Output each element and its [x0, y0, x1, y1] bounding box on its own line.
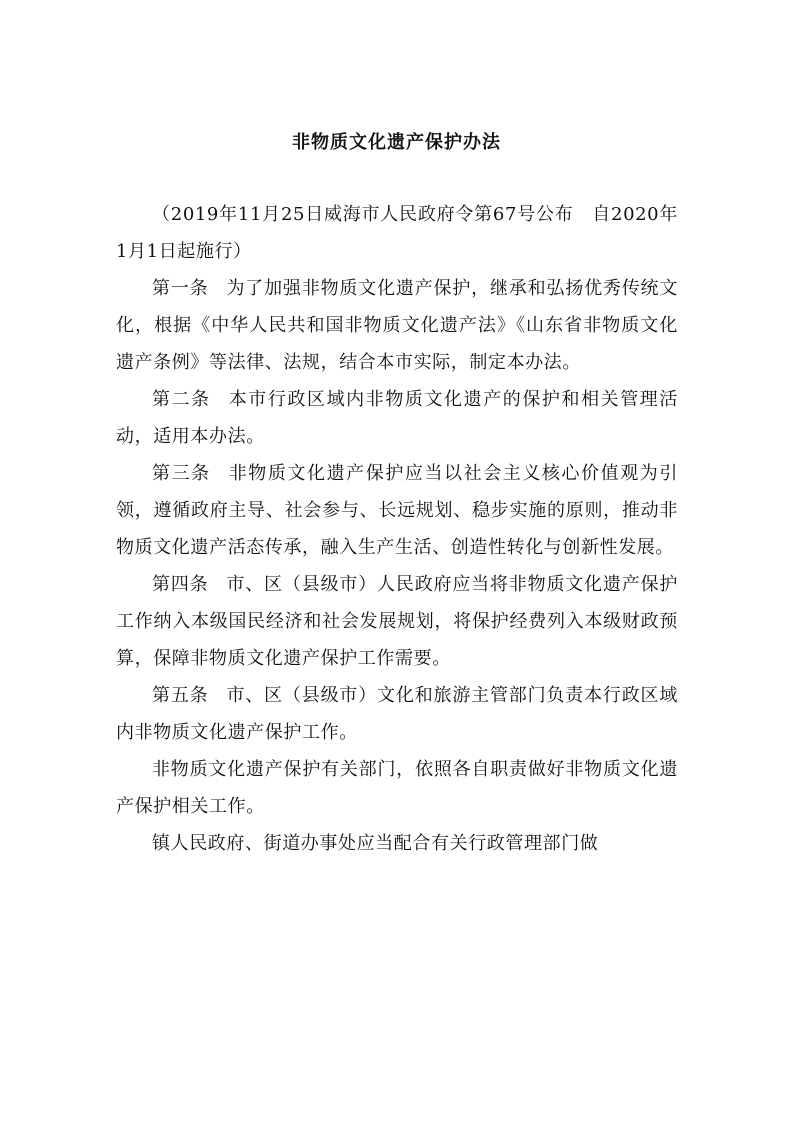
article-text: 镇人民政府、街道办事处应当配合有关行政管理部门做	[152, 833, 599, 854]
document-title: 非物质文化遗产保护办法	[292, 132, 501, 153]
article-number: 第五条	[152, 685, 209, 706]
article-text: 非物质文化遗产保护有关部门，依照各自职责做好非物质文化遗产保护相关工作。	[116, 759, 678, 817]
article-number: 第一条	[152, 278, 209, 299]
paragraph-article-5-sub-1	[116, 751, 678, 825]
paragraph-article-4	[116, 566, 678, 677]
article-text: 本市行政区域内非物质文化遗产的保护和相关管理活动，适用本办法。	[116, 389, 678, 447]
paragraph-article-5	[116, 677, 678, 751]
article-text: 市、区（县级市）文化和旅游主管部门负责本行政区域内非物质文化遗产保护工作。	[116, 685, 678, 743]
paragraph-article-5-sub-2	[116, 825, 678, 862]
article-text: 为了加强非物质文化遗产保护，继承和弘扬优秀传统文化，根据《中华人民共和国非物质文化遗产法》《山东省非物质文化遗产条例》等法律、法规，结合本市实际，制定本办法。	[116, 278, 678, 373]
article-number: 第二条	[152, 389, 211, 410]
paragraph-article-2	[116, 381, 678, 455]
paragraph-article-1	[116, 270, 678, 381]
article-number: 第三条	[152, 463, 211, 484]
paragraph-article-3	[116, 455, 678, 566]
article-text: 非物质文化遗产保护应当以社会主义核心价值观为引领，遵循政府主导、社会参与、长远规划、稳步实施的原则，推动非物质文化遗产活态传承，融入生产生活、创造性转化与创新性发展。	[116, 463, 678, 558]
article-number: 第四条	[152, 574, 209, 595]
source-note: （2019年11月25日威海市人民政府令第67号公布 自2020年1月1日起施行）	[116, 204, 678, 262]
article-text: 市、区（县级市）人民政府应当将非物质文化遗产保护工作纳入本级国民经济和社会发展规划，将保护经费列入本级财政预算，保障非物质文化遗产保护工作需要。	[116, 574, 678, 669]
document-body	[116, 196, 678, 862]
